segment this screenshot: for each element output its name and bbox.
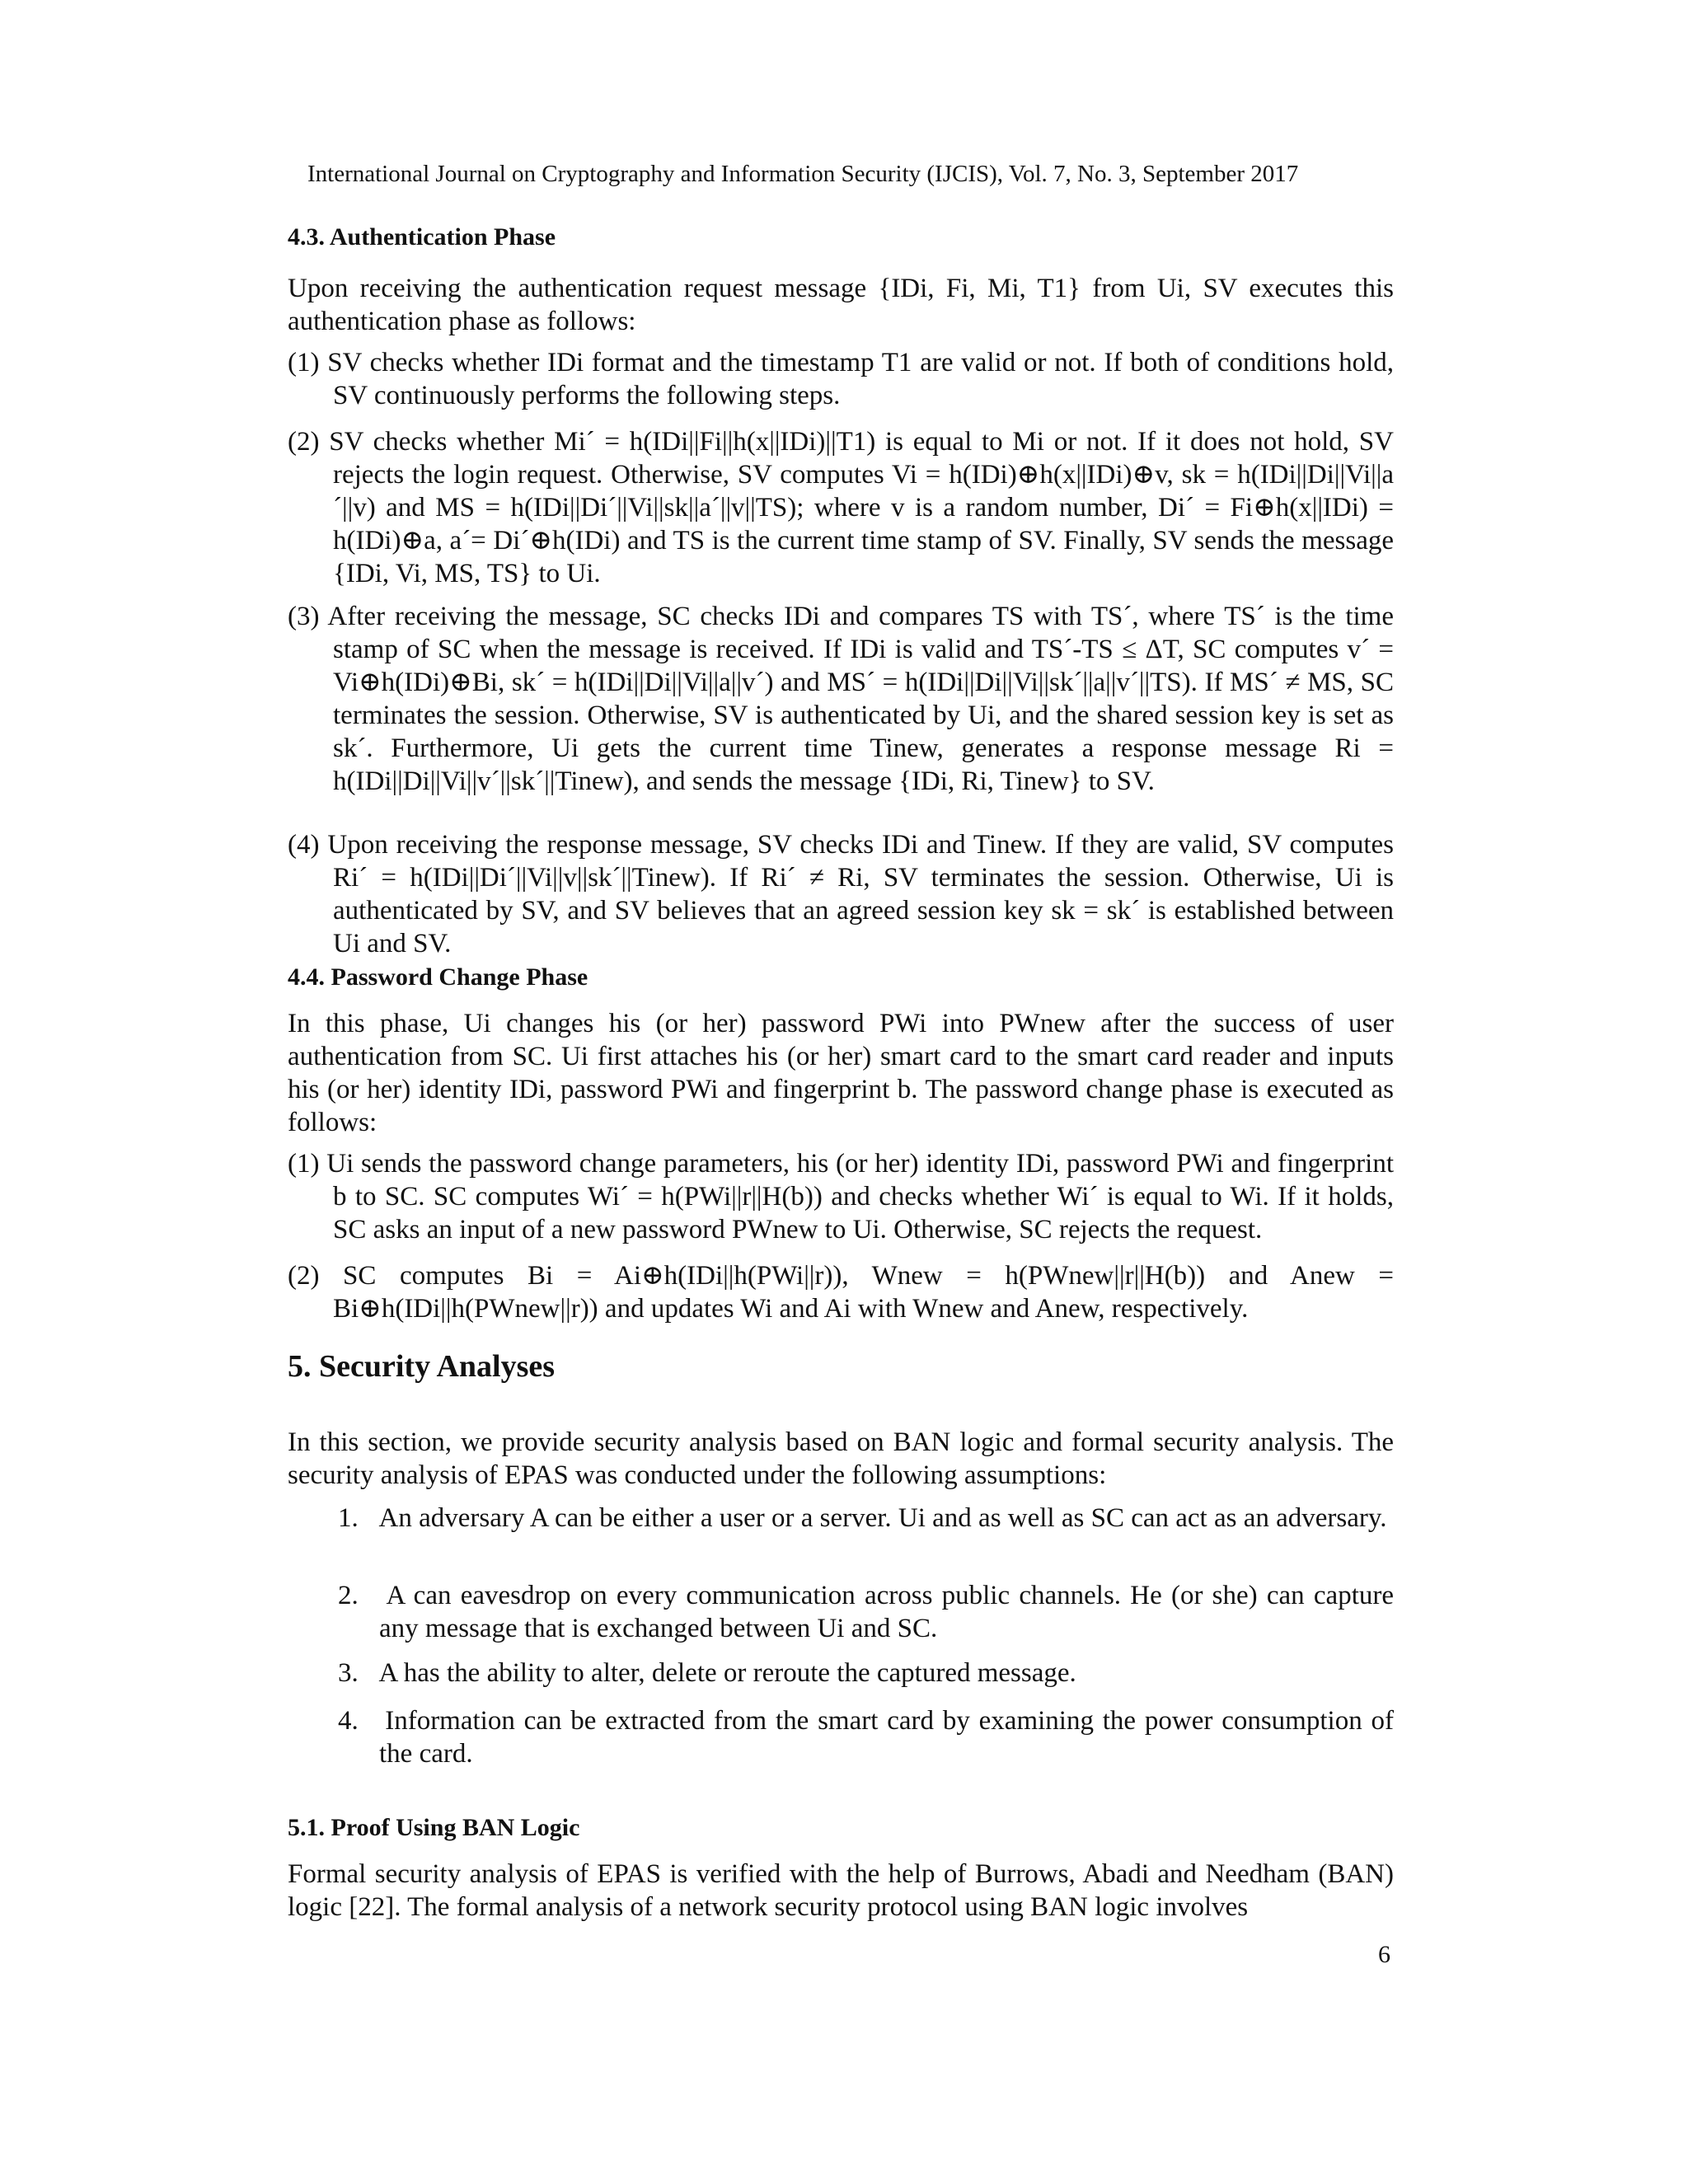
section-5-intro: In this section, we provide security analysis based on BAN logic and formal security analysis. The security analysis of EPAS was conducted under the following assumptions: (288, 1427, 1394, 1490)
auth-step-2: (2) SV checks whether Mi´ = h(IDi||Fi||h(x||IDi)||T1) is equal to Mi or not. If it does not hold, SV rejects the login request. Otherwise, SV computes Vi = h(IDi)⊕h(x||IDi)⊕v, sk = h(IDi||Di||Vi||a´||v) and MS = h(IDi||Di´||Vi||sk||a´||v||TS); where v is a random number, Di´ = Fi⊕h(x||IDi) = h(IDi)⊕a, a´= Di´⊕h(IDi) and TS is the current time stamp of SV. Finally, SV sends the message {IDi, Vi, MS, TS} to Ui. (288, 427, 1394, 588)
pw-step-1: (1) Ui sends the password change parameters, his (or her) identity IDi, password PWi and fingerprint b to SC. SC computes Wi´ = h(PWi||r||H(b)) and checks whether Wi´ is equal to Wi. If it holds, SC asks an input of a new password PWnew to Ui. Otherwise, SC rejects the request. (288, 1149, 1394, 1244)
section-4-3-title: 4.3. Authentication Phase (288, 223, 556, 251)
page-number: 6 (1378, 1941, 1390, 1968)
section-4-4-title: 4.4. Password Change Phase (288, 963, 588, 991)
assumption-1-number: 1. (338, 1503, 379, 1533)
assumption-2-number: 2. (338, 1581, 387, 1610)
auth-step-1: (1) SV checks whether IDi format and the timestamp T1 are valid or not. If both of conditions hold, SV continuously performs the following steps. (288, 348, 1394, 410)
section-5-1-text: Formal security analysis of EPAS is verified with the help of Burrows, Abadi and Needham (BAN) logic [22]. The formal analysis of a network security protocol using BAN logic involves (288, 1859, 1394, 1922)
pw-step-2: (2) SC computes Bi = Ai⊕h(IDi||h(PWi||r)), Wnew = h(PWnew||r||H(b)) and Anew = Bi⊕h(IDi||h(PWnew||r)) and updates Wi and Ai with Wnew and Anew, respectively. (288, 1261, 1394, 1324)
assumption-1-text: An adversary A can be either a user or a server. Ui and as well as SC can act as an adversary. (378, 1503, 1387, 1533)
assumption-3-number: 3. (338, 1658, 379, 1688)
section-5-title: 5. Security Analyses (288, 1349, 556, 1384)
section-4-4-intro: In this phase, Ui changes his (or her) password PWi into PWnew after the success of user authentication from SC. Ui first attaches his (or her) smart card to the smart card reader and inputs his (or her) identity IDi, password PWi and fingerprint b. The password change phase is executed as follows: (288, 1009, 1394, 1137)
assumption-3 (338, 1657, 1394, 1690)
assumption-2-text: A can eavesdrop on every communication across public channels. He (or she) can capture any message that is exchanged between Ui and SC. (379, 1581, 1395, 1643)
assumption-2 (338, 1579, 1394, 1645)
assumption-4-number: 4. (338, 1706, 386, 1736)
assumption-4-text: Information can be extracted from the smart card by examining the power consumption of the card. (379, 1706, 1394, 1769)
assumption-1 (338, 1502, 1394, 1535)
running-header: International Journal on Cryptography and Information Security (IJCIS), Vol. 7, No. 3, September 2017 (307, 161, 1299, 187)
section-4-3-intro: Upon receiving the authentication request message {IDi, Fi, Mi, T1} from Ui, SV executes this authentication phase as follows: (288, 274, 1394, 336)
auth-step-3: (3) After receiving the message, SC checks IDi and compares TS with TS´, where TS´ is the time stamp of SC when the message is received. If IDi is valid and TS´-TS ≤ ΔT, SC computes v´ = Vi⊕h(IDi)⊕Bi, sk´ = h(IDi||Di||Vi||a||v´) and MS´ = h(IDi||Di||Vi||sk´||a||v´||TS). If MS´ ≠ MS, SC terminates the session. Otherwise, SV is authenticated by Ui, and the shared session key is set as sk´. Furthermore, Ui gets the current time Tinew, generates a response message Ri = h(IDi||Di||Vi||v´||sk´||Tinew), and sends the message {IDi, Ri, Tinew} to SV. (288, 602, 1394, 796)
assumption-3-text: A has the ability to alter, delete or reroute the captured message. (378, 1658, 1076, 1688)
assumption-4 (338, 1704, 1394, 1770)
auth-step-4: (4) Upon receiving the response message, SV checks IDi and Tinew. If they are valid, SV computes Ri´ = h(IDi||Di´||Vi||v||sk´||Tinew). If Ri´ ≠ Ri, SV terminates the session. Otherwise, Ui is authenticated by SV, and SV believes that an agreed session key sk = sk´ is established between Ui and SV. (288, 830, 1394, 958)
section-5-1-title: 5.1. Proof Using BAN Logic (288, 1814, 580, 1841)
